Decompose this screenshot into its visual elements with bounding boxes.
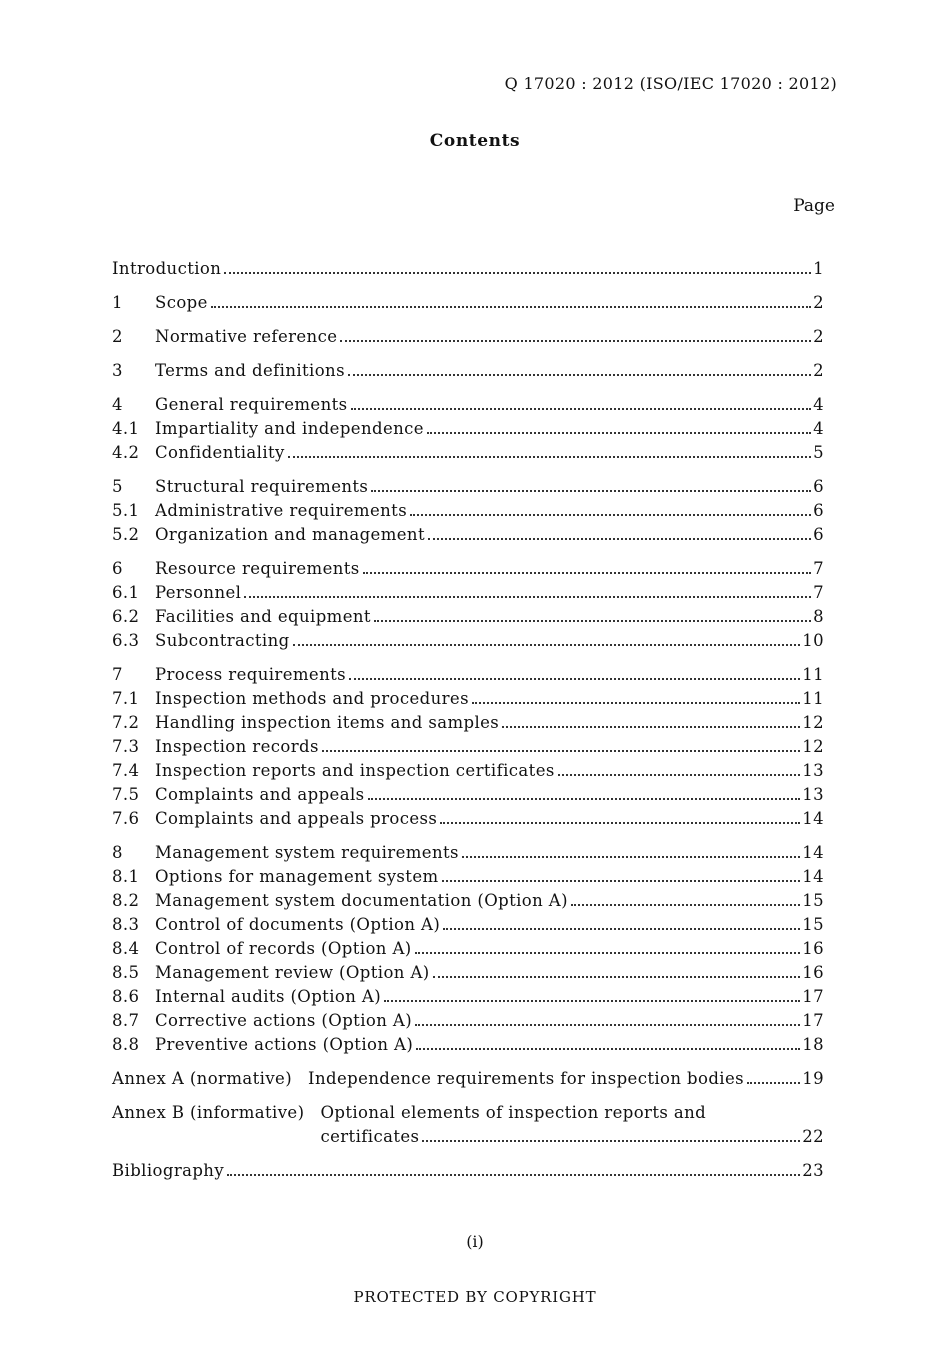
toc-entry-page: 14: [802, 867, 824, 886]
toc-entry-page: 6: [813, 501, 824, 520]
toc-entry-annex-b[interactable]: [112, 1101, 824, 1149]
dot-leader: [443, 928, 800, 930]
toc-entry-page: 2: [813, 327, 824, 346]
dot-leader: [288, 456, 811, 458]
toc-entry-label: Inspection records: [155, 737, 319, 756]
toc-entry-page: 19: [802, 1069, 824, 1088]
toc-entry[interactable]: [112, 783, 824, 807]
toc-entry-number: 8.1: [112, 867, 140, 886]
toc-entry-label: Inspection reports and inspection certificates: [155, 761, 555, 780]
toc-entry[interactable]: [112, 937, 824, 961]
dot-leader: [363, 572, 811, 574]
toc-entry-label: Bibliography: [112, 1161, 225, 1180]
toc-entry-label-cont: certificates: [320, 1127, 420, 1146]
toc-entry-label: Corrective actions (Option A): [155, 1011, 413, 1030]
toc-entry-label: Facilities and equipment: [155, 607, 371, 626]
toc-entry[interactable]: [112, 1033, 824, 1057]
page-title: Contents: [429, 131, 521, 151]
page-number: (i): [466, 1232, 484, 1251]
toc-entry-number: 8.6: [112, 987, 140, 1006]
toc-entry-page: 6: [813, 477, 824, 496]
toc-entry-page: 12: [802, 713, 824, 732]
toc-entry-page: 18: [802, 1035, 824, 1054]
toc-entry-number: 7.1: [112, 689, 140, 708]
dot-leader: [422, 1140, 800, 1142]
toc-entry-number: 3: [112, 361, 123, 380]
toc-entry[interactable]: [112, 393, 824, 417]
toc-entry-label: Normative reference: [155, 327, 338, 346]
toc-entry-page: 11: [802, 665, 824, 684]
toc-entry-page: 13: [802, 785, 824, 804]
dot-leader: [351, 408, 812, 410]
toc-entry-page: 8: [813, 607, 824, 626]
toc-entry[interactable]: [112, 523, 824, 547]
dot-leader: [410, 514, 811, 516]
annex-b-body: [320, 1101, 824, 1149]
toc-entry-number: 7.3: [112, 737, 140, 756]
toc-entry-page: 14: [802, 843, 824, 862]
toc-entry-page: 16: [802, 963, 824, 982]
toc-group: [112, 291, 824, 315]
toc-entry[interactable]: [112, 359, 824, 383]
toc-entry-label: Personnel: [155, 583, 242, 602]
toc-entry-page: 23: [802, 1161, 824, 1180]
dot-leader: [348, 374, 811, 376]
dot-leader: [427, 432, 811, 434]
toc-entry[interactable]: [112, 475, 824, 499]
toc-entry-label: Optional elements of inspection reports and: [320, 1103, 707, 1122]
toc-entry-number: 6.1: [112, 583, 140, 602]
toc-entry-label: Terms and definitions: [155, 361, 345, 380]
toc-entry-number: 6.2: [112, 607, 140, 626]
dot-leader: [428, 538, 811, 540]
toc-entry[interactable]: [112, 605, 824, 629]
dot-leader: [293, 644, 801, 646]
toc-entry-label: Management system requirements: [155, 843, 459, 862]
toc-group: [112, 325, 824, 349]
dot-leader: [558, 774, 800, 776]
toc-entry-number: 8: [112, 843, 123, 862]
toc-entry-number: 8.5: [112, 963, 140, 982]
toc-entry-number: 7.5: [112, 785, 140, 804]
toc-entry-label: Confidentiality: [155, 443, 285, 462]
toc-entry-number: 4: [112, 395, 123, 414]
toc-entry-number: 2: [112, 327, 123, 346]
toc-entry-label: Management review (Option A): [155, 963, 430, 982]
toc-group-bibliography: [112, 1159, 824, 1183]
table-of-contents: [112, 257, 824, 1193]
toc-entry-number: 5.2: [112, 525, 140, 544]
toc-entry-number: 5: [112, 477, 123, 496]
toc-entry-number: 5.1: [112, 501, 140, 520]
toc-entry[interactable]: [112, 663, 824, 687]
dot-leader: [340, 340, 811, 342]
toc-entry[interactable]: [112, 557, 824, 581]
toc-entry[interactable]: [112, 841, 824, 865]
dot-leader: [224, 272, 811, 274]
dot-leader: [747, 1082, 800, 1084]
toc-entry[interactable]: [112, 1009, 824, 1033]
toc-group: [112, 663, 824, 831]
toc-entry[interactable]: [112, 325, 824, 349]
dot-leader: [472, 702, 800, 704]
toc-entry-label: Inspection methods and procedures: [155, 689, 469, 708]
toc-entry-label: Organization and management: [155, 525, 425, 544]
toc-entry-page: 6: [813, 525, 824, 544]
toc-entry-page: 17: [802, 987, 824, 1006]
dot-leader: [442, 880, 801, 882]
toc-entry-number: 6.3: [112, 631, 140, 650]
toc-entry[interactable]: [112, 291, 824, 315]
standard-code: Q 17020 : 2012 (ISO/IEC 17020 : 2012): [504, 74, 837, 93]
toc-entry-number: 1: [112, 293, 123, 312]
toc-entry[interactable]: [112, 865, 824, 889]
toc-entry-number: 4.1: [112, 419, 140, 438]
toc-entry-page: 15: [802, 915, 824, 934]
toc-entry-label: General requirements: [155, 395, 348, 414]
toc-entry-label: Management system documentation (Option A): [155, 891, 568, 910]
toc-entry-page: 13: [802, 761, 824, 780]
dot-leader: [227, 1174, 800, 1176]
toc-entry-number: 8.2: [112, 891, 140, 910]
toc-entry-page: 4: [813, 419, 824, 438]
toc-entry-label: Impartiality and independence: [155, 419, 424, 438]
toc-group-introduction: [112, 257, 824, 281]
toc-entry-label: Structural requirements: [155, 477, 369, 496]
dot-leader: [374, 620, 811, 622]
toc-entry-page: 7: [813, 559, 824, 578]
toc-entry-number: 8.3: [112, 915, 140, 934]
toc-entry-page: 4: [813, 395, 824, 414]
toc-entry-label: Subcontracting: [155, 631, 290, 650]
toc-group-annex-a: [112, 1067, 824, 1091]
toc-entry-number: 8.7: [112, 1011, 140, 1030]
toc-entry[interactable]: [112, 499, 824, 523]
dot-leader: [462, 856, 800, 858]
toc-entry-page: 11: [802, 689, 824, 708]
toc-entry-page: 22: [802, 1127, 824, 1146]
toc-entry-label: Complaints and appeals: [155, 785, 365, 804]
toc-entry-label: Control of documents (Option A): [155, 915, 441, 934]
toc-entry-page: 1: [813, 259, 824, 278]
toc-group: [112, 359, 824, 383]
toc-entry-number: 8.4: [112, 939, 140, 958]
toc-entry-page: 5: [813, 443, 824, 462]
toc-entry[interactable]: [112, 807, 824, 831]
toc-entry-number: 7.4: [112, 761, 140, 780]
toc-entry-label: Complaints and appeals process: [155, 809, 438, 828]
toc-entry-number: 6: [112, 559, 123, 578]
toc-entry-label: Options for management system: [155, 867, 439, 886]
toc-entry-number: 4.2: [112, 443, 140, 462]
toc-entry[interactable]: [112, 711, 824, 735]
toc-entry[interactable]: [112, 629, 824, 653]
dot-leader: [415, 952, 801, 954]
toc-group: [112, 841, 824, 1057]
toc-entry[interactable]: [112, 913, 824, 937]
copyright-notice: PROTECTED BY COPYRIGHT: [353, 1288, 597, 1306]
toc-group: [112, 393, 824, 465]
toc-entry-label: Administrative requirements: [155, 501, 408, 520]
dot-leader: [368, 798, 801, 800]
toc-entry[interactable]: [112, 687, 824, 711]
toc-entry[interactable]: [112, 985, 824, 1009]
dot-leader: [502, 726, 800, 728]
dot-leader: [571, 904, 800, 906]
toc-entry-label: Control of records (Option A): [155, 939, 412, 958]
toc-entry-number: 7: [112, 665, 123, 684]
toc-group: [112, 557, 824, 653]
toc-entry[interactable]: [112, 417, 824, 441]
dot-leader: [416, 1048, 800, 1050]
toc-entry[interactable]: [112, 581, 824, 605]
toc-entry-page: 12: [802, 737, 824, 756]
toc-entry-page: 10: [802, 631, 824, 650]
toc-entry-number: 7.6: [112, 809, 140, 828]
toc-entry-label: Introduction: [112, 259, 222, 278]
dot-leader: [244, 596, 811, 598]
toc-entry[interactable]: [112, 441, 824, 465]
toc-entry-page: 7: [813, 583, 824, 602]
toc-entry[interactable]: [112, 889, 824, 913]
toc-entry-label: Scope: [155, 293, 208, 312]
toc-entry-page: 2: [813, 361, 824, 380]
dot-leader: [371, 490, 811, 492]
toc-entry-label: Resource requirements: [155, 559, 360, 578]
toc-entry-page: 2: [813, 293, 824, 312]
toc-entry-page: 16: [802, 939, 824, 958]
toc-entry-bibliography[interactable]: [112, 1159, 824, 1183]
page-column-header: Page: [793, 196, 835, 216]
toc-entry-page: 15: [802, 891, 824, 910]
toc-entry[interactable]: [112, 735, 824, 759]
toc-entry-introduction[interactable]: [112, 257, 824, 281]
dot-leader: [440, 822, 800, 824]
toc-entry[interactable]: [112, 961, 824, 985]
toc-group: [112, 475, 824, 547]
toc-entry-label: Internal audits (Option A): [155, 987, 382, 1006]
annex-prefix: Annex A (normative): [112, 1069, 293, 1088]
annex-b-line2: [320, 1125, 824, 1149]
dot-leader: [211, 306, 811, 308]
toc-entry[interactable]: [112, 759, 824, 783]
toc-entry-label: Process requirements: [155, 665, 347, 684]
toc-entry-page: 17: [802, 1011, 824, 1030]
dot-leader: [322, 750, 800, 752]
toc-entry-number: 8.8: [112, 1035, 140, 1054]
toc-entry-number: 7.2: [112, 713, 140, 732]
dot-leader: [415, 1024, 800, 1026]
dot-leader: [384, 1000, 800, 1002]
toc-entry-annex-a[interactable]: [112, 1067, 824, 1091]
toc-entry-label: Preventive actions (Option A): [155, 1035, 414, 1054]
annex-prefix: Annex B (informative): [112, 1103, 305, 1122]
toc-entry-label: Independence requirements for inspection bodies: [308, 1069, 745, 1088]
toc-entry-label: Handling inspection items and samples: [155, 713, 500, 732]
dot-leader: [433, 976, 801, 978]
dot-leader: [349, 678, 800, 680]
toc-entry-page: 14: [802, 809, 824, 828]
